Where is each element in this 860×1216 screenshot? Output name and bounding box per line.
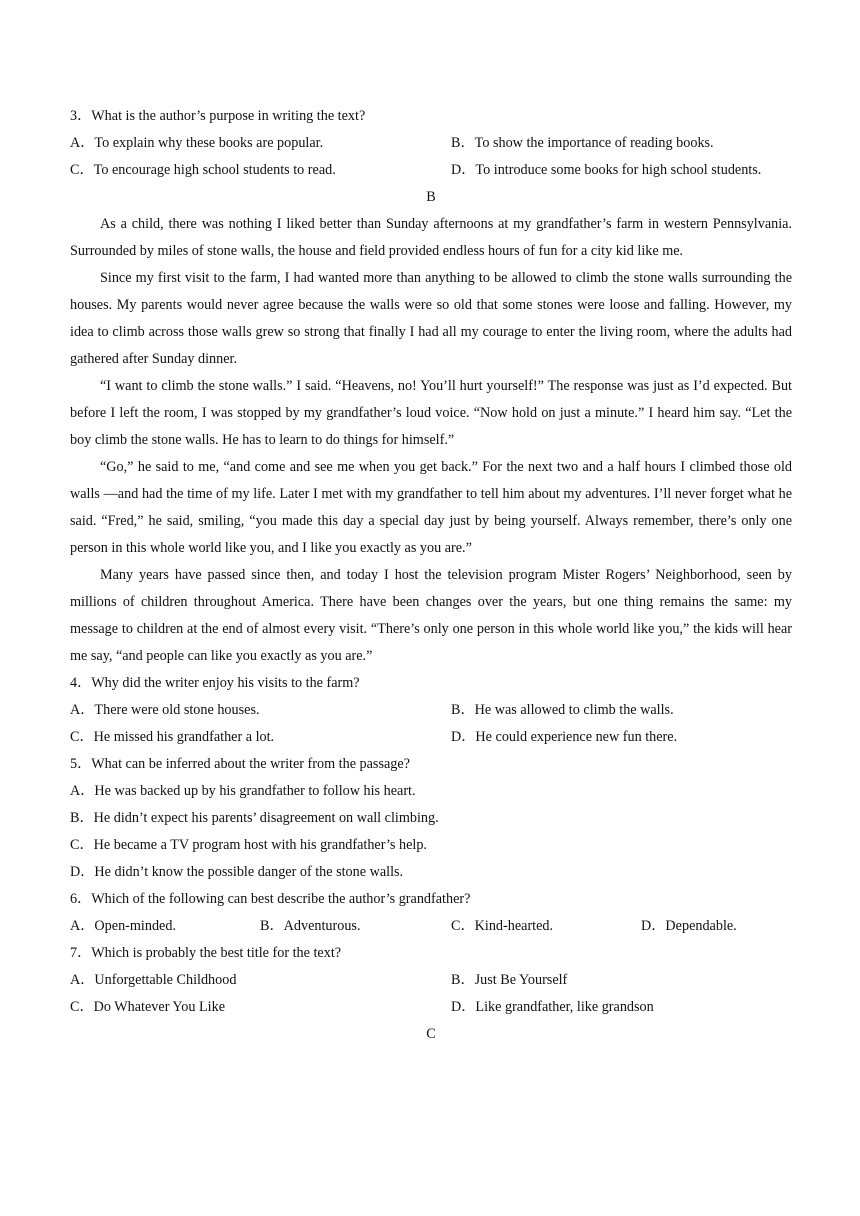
question-3-option-d: D．To introduce some books for high school students. <box>451 162 762 178</box>
question-7-option-c: C．Do Whatever You Like <box>70 999 225 1015</box>
question-7-option-b: B．Just Be Yourself <box>451 972 568 988</box>
question-3-options-row-2 <box>70 157 792 184</box>
question-6-options-row <box>70 913 792 940</box>
question-5-option-b: B．He didn’t expect his parents’ disagreement on wall climbing. <box>70 810 439 826</box>
question-5-option-a: A．He was backed up by his grandfather to follow his heart. <box>70 783 416 799</box>
passage-paragraph-5: Many years have passed since then, and today I host the television program Mister Rogers’ Neighborhood, seen by millions of children throughout America. There have been changes over the years, but one thing remains the same: my message to children at the end of almost every visit. “There’s only one person in this whole world like you,” the kids will hear me say, “and people can like you exactly as you are.” <box>70 567 792 664</box>
question-7: 7．Which is probably the best title for the text? <box>70 945 342 961</box>
question-7-option-d: D．Like grandfather, like grandson <box>451 999 654 1015</box>
question-4-options-row-2 <box>70 724 792 751</box>
question-3-option-b: B．To show the importance of reading books. <box>451 135 714 151</box>
question-6-option-c: C．Kind-hearted. <box>451 918 554 934</box>
passage-paragraph-2: Since my first visit to the farm, I had wanted more than anything to be allowed to climb the stone walls surrounding the houses. My parents would never agree because the walls were so old that some stones were loose and falling. However, my idea to climb across those walls grew so strong that finally I had all my courage to enter the living room, where the adults had gathered after Sunday dinner. <box>70 270 792 367</box>
question-6-option-b: B．Adventurous. <box>260 918 361 934</box>
question-3: 3．What is the author’s purpose in writing the text? <box>70 108 366 124</box>
section-b-heading: B <box>426 189 436 205</box>
question-7-option-a: A．Unforgettable Childhood <box>70 972 237 988</box>
question-6-option-d: D．Dependable. <box>641 918 737 934</box>
question-6-option-a: A．Open-minded. <box>70 918 176 934</box>
question-7-options-row-2 <box>70 994 792 1021</box>
question-5-option-c: C．He became a TV program host with his grandfather’s help. <box>70 837 427 853</box>
question-3-option-c: C．To encourage high school students to read. <box>70 162 336 178</box>
question-7-options-row-1 <box>70 967 792 994</box>
question-4-option-a: A．There were old stone houses. <box>70 702 260 718</box>
question-3-options-row-1 <box>70 130 792 157</box>
question-4-option-c: C．He missed his grandfather a lot. <box>70 729 275 745</box>
question-6: 6．Which of the following can best describe the author’s grandfather? <box>70 891 471 907</box>
document-page <box>70 103 792 1048</box>
question-5-option-d: D．He didn’t know the possible danger of the stone walls. <box>70 864 404 880</box>
question-3-option-a: A．To explain why these books are popular. <box>70 135 324 151</box>
question-4-option-b: B．He was allowed to climb the walls. <box>451 702 674 718</box>
passage-paragraph-1: As a child, there was nothing I liked better than Sunday afternoons at my grandfather’s farm in western Pennsylvania. Surrounded by miles of stone walls, the house and field provided endless hours of fun for a city kid like me. <box>70 216 792 259</box>
question-4: 4．Why did the writer enjoy his visits to the farm? <box>70 675 360 691</box>
question-4-options-row-1 <box>70 697 792 724</box>
question-4-option-d: D．He could experience new fun there. <box>451 729 678 745</box>
passage-paragraph-3: “I want to climb the stone walls.” I said. “Heavens, no! You’ll hurt yourself!” The response was just as I’d expected. But before I left the room, I was stopped by my grandfather’s loud voice. “Now hold on just a minute.” I heard him say. “Let the boy climb the stone walls. He has to learn to do things for himself.” <box>70 378 792 448</box>
question-5: 5．What can be inferred about the writer from the passage? <box>70 756 410 772</box>
section-c-heading: C <box>426 1026 436 1042</box>
passage-paragraph-4: “Go,” he said to me, “and come and see me when you get back.” For the next two and a half hours I climbed those old walls —and had the time of my life. Later I met with my grandfather to tell him about my adventures. I’ll never forget what he said. “Fred,” he said, smiling, “you made this day a special day just by being yourself. Always remember, there’s only one person in this whole world like you, and I like you exactly as you are.” <box>70 459 792 556</box>
